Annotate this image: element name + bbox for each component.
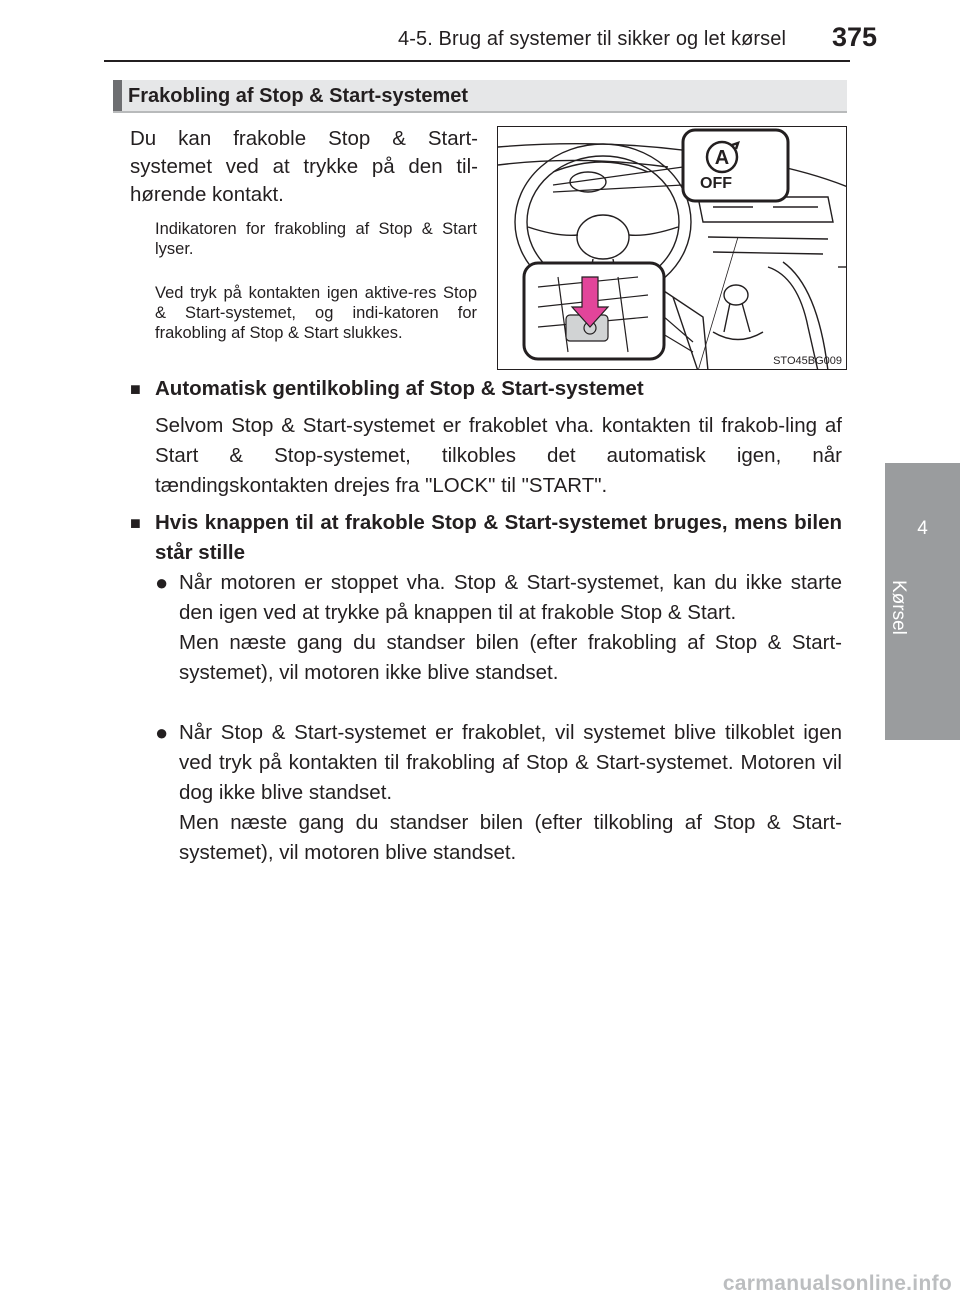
bullet-text-continued: Men næste gang du standser bilen (efter tilkobling af Stop & Start-systemet), vil motoren blive standset.	[179, 811, 842, 864]
section-heading-accent	[113, 80, 122, 111]
bullet-text: Når motoren er stoppet vha. Stop & Start-systemet, kan du ikke starte den igen ved at trykke på knappen til at frakoble Stop & Start.	[179, 571, 842, 624]
watermark-site: carmanualsonline.info	[722, 1272, 952, 1295]
chapter-number: 4	[917, 518, 928, 539]
figure-code: STO45BG009	[773, 355, 842, 367]
subsection-heading-button-standstill	[130, 508, 842, 568]
section-heading-bar	[113, 80, 847, 113]
section-note-indicator: Indikatoren for frakobling af Stop & Start lyser.	[155, 220, 477, 258]
svg-text:A: A	[714, 147, 730, 169]
bullet-text-continued: Men næste gang du standser bilen (efter frakobling af Stop & Start-systemet), vil motoren ikke blive standset.	[179, 631, 842, 684]
page-number: 375	[832, 22, 878, 52]
running-header: 4-5. Brug af systemer til sikker og let kørsel	[398, 28, 787, 50]
subsection-body-auto-reconnect: Selvom Stop & Start-systemet er frakoblet vha. kontakten til frakob-ling af Start & Stop-systemet, tilkobles det automatisk igen, når tændingskontakten drejes fra "LOCK" til "START".	[155, 414, 842, 497]
dashboard-drawing	[498, 127, 847, 370]
chapter-label: Kørsel	[888, 580, 909, 635]
bullet-item	[155, 718, 842, 868]
square-marker-icon: ■	[130, 513, 141, 533]
section-note-reactivate: Ved tryk på kontakten igen aktive-res Stop & Start-systemet, og indi-katoren for frakobling af Stop & Start slukkes.	[155, 284, 477, 342]
bullet-item	[155, 568, 842, 688]
subsection-heading-auto-reconnect	[130, 374, 842, 404]
off-switch-label: OFF	[700, 175, 732, 192]
bullet-dot-icon: ●	[155, 720, 169, 745]
header-rule	[104, 60, 850, 62]
subsection-heading-text: Automatisk gentilkobling af Stop & Start-systemet	[155, 377, 644, 400]
bullet-dot-icon: ●	[155, 570, 169, 595]
section-intro: Du kan frakoble Stop & Start-systemet ved at trykke på den til-hørende kontakt.	[130, 127, 478, 206]
section-title: Frakobling af Stop & Start-systemet	[128, 85, 469, 107]
subsection-heading-text: Hvis knappen til at frakoble Stop & Start-systemet bruges, mens bilen står stille	[155, 511, 842, 564]
dashboard-illustration	[497, 126, 847, 370]
bullet-text: Når Stop & Start-systemet er frakoblet, vil systemet blive tilkoblet igen ved tryk på kontakten til frakobling af Stop & Start-systemet. Motoren vil dog ikke blive standset.	[179, 721, 842, 804]
square-marker-icon: ■	[130, 379, 141, 399]
